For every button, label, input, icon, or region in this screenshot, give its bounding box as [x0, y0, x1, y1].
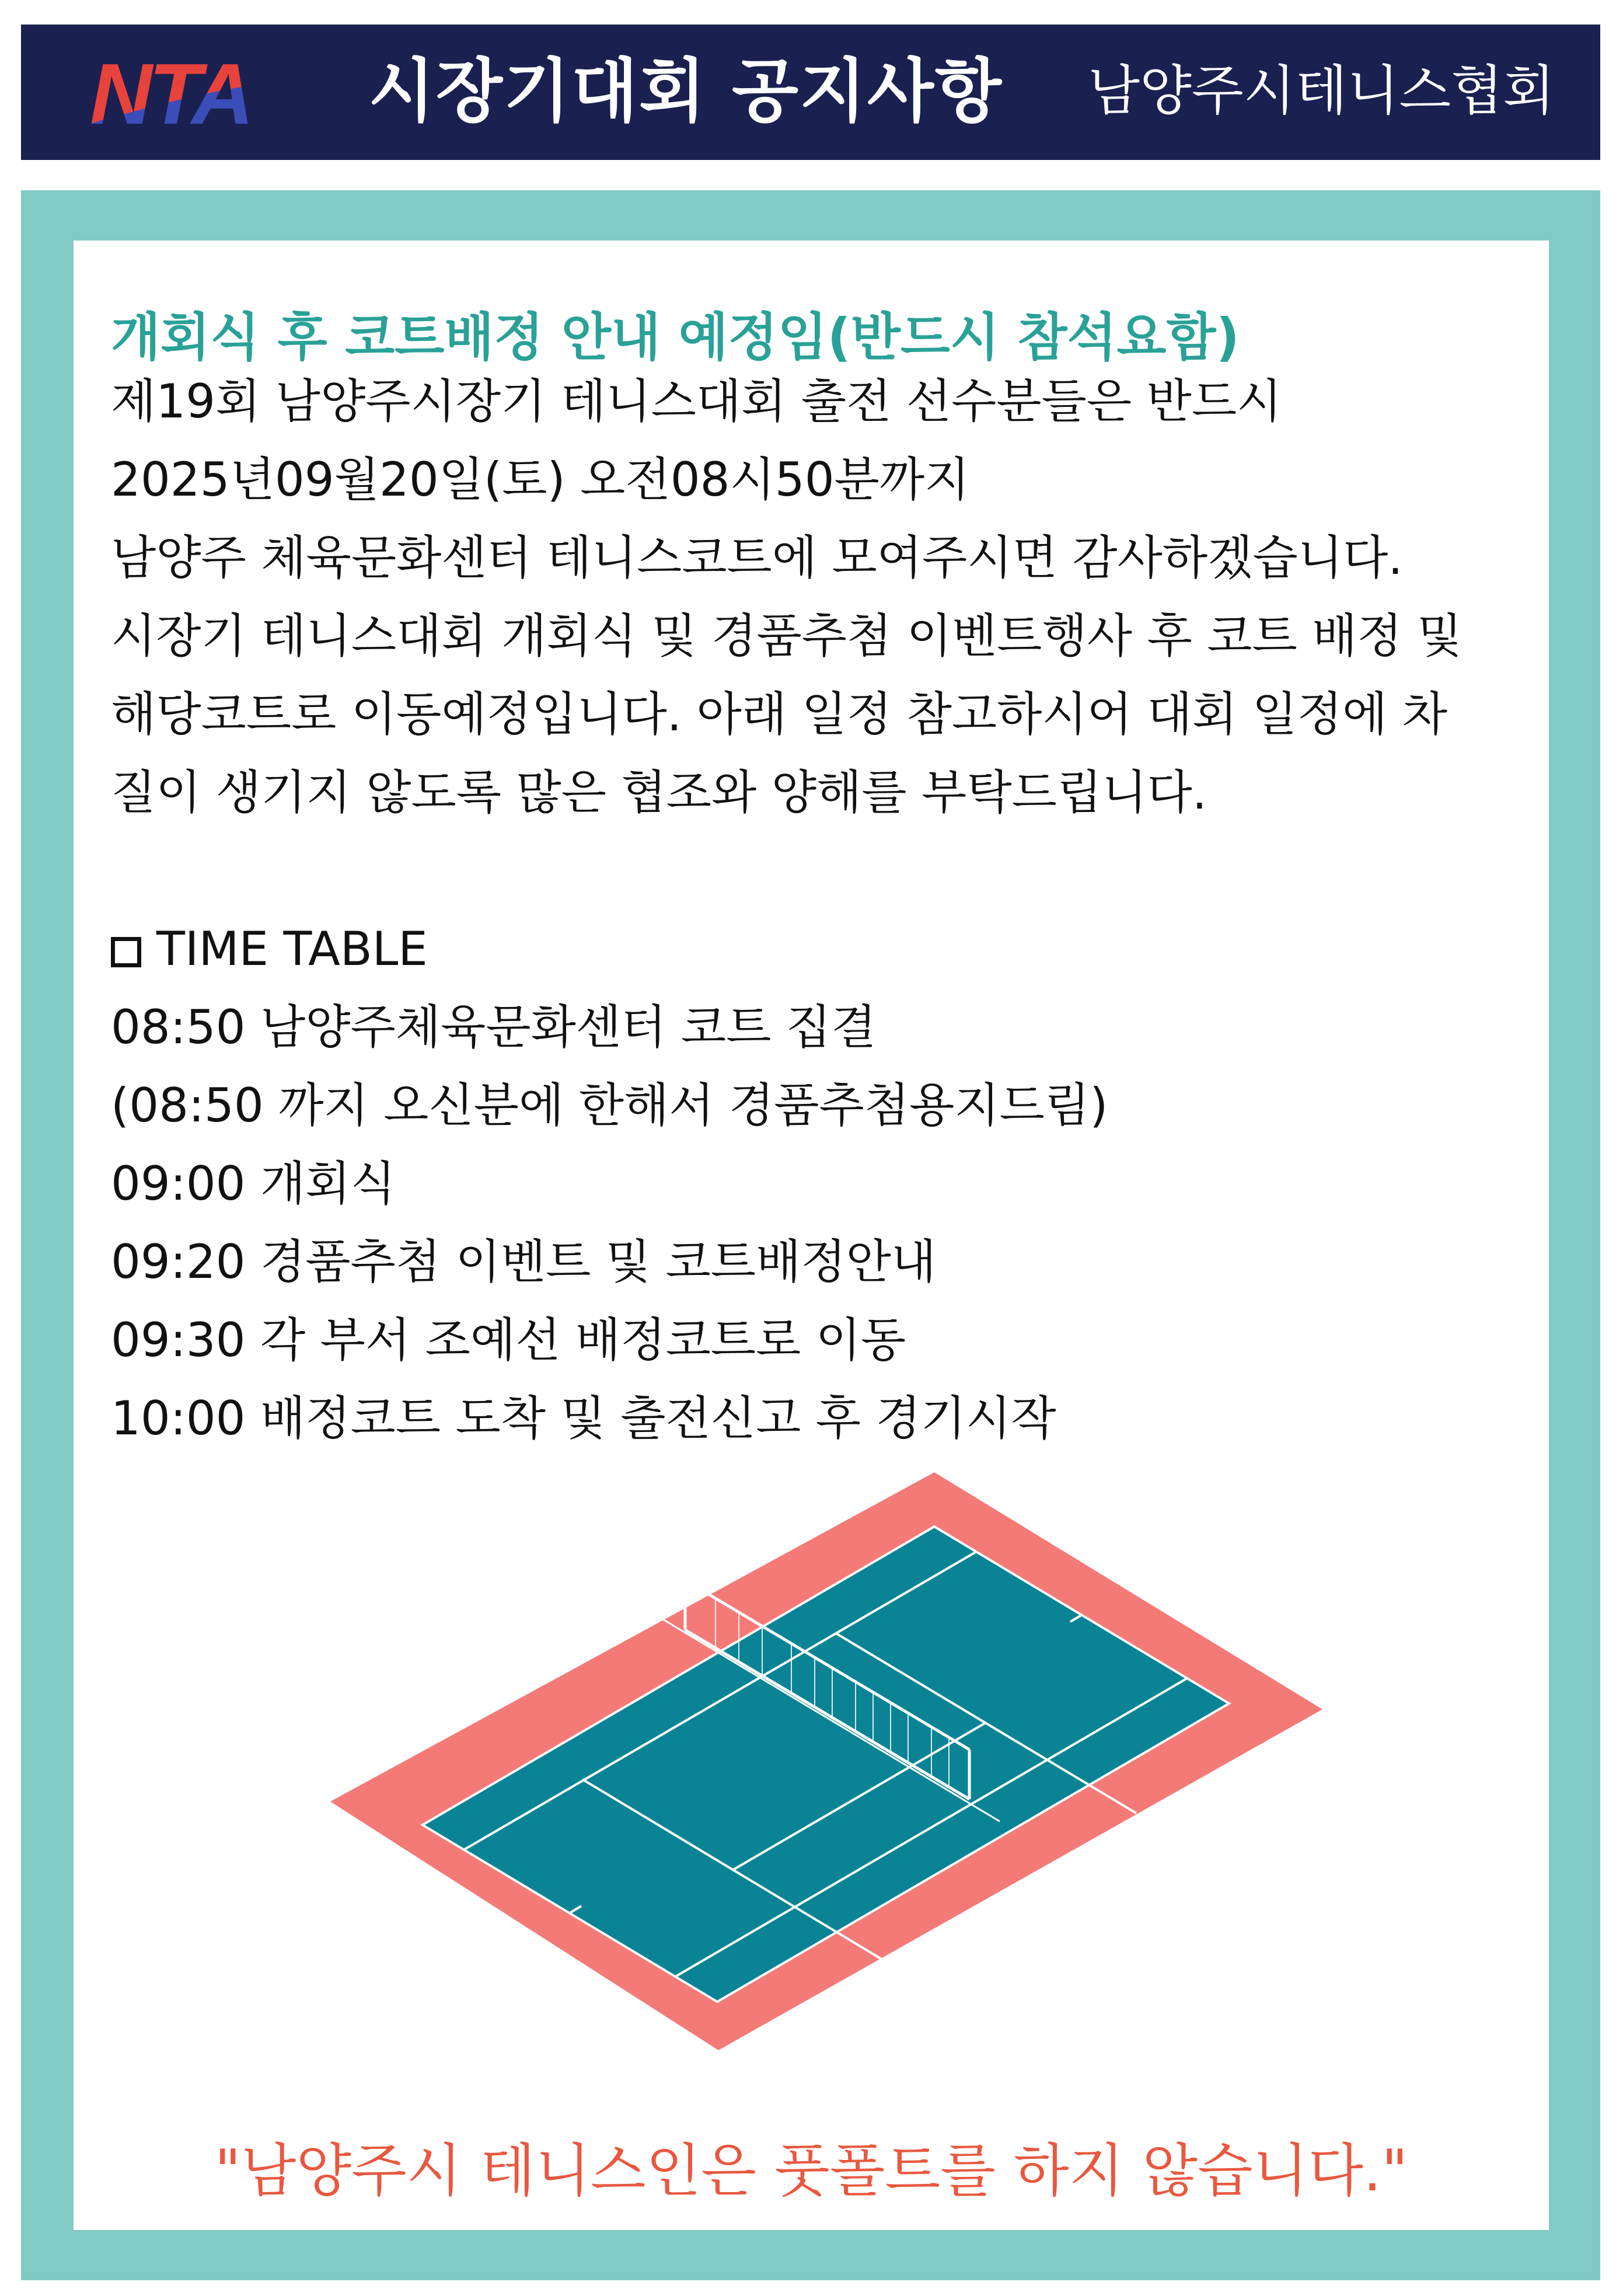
- page-title: 시장기대회 공지사항: [368, 51, 1003, 131]
- header-bar: [21, 25, 1600, 160]
- organization-name: 남양주시테니스협회: [1088, 60, 1555, 122]
- notice-line: 질이 생기지 않도록 많은 협조와 양해를 부탁드립니다.: [111, 765, 1207, 820]
- timetable-item: 09:20 경품추첨 이벤트 및 코트배정안내: [111, 1235, 937, 1289]
- notice-frame: [21, 190, 1600, 2280]
- notice-panel: [74, 241, 1549, 2230]
- timetable-item: 09:30 각 부서 조예선 배정코트로 이동: [111, 1313, 906, 1367]
- timetable-item: 10:00 배정코트 도착 및 출전신고 후 경기시작: [111, 1391, 1056, 1445]
- timetable-item: 08:50 남양주체육문화센터 코트 집결: [111, 1000, 877, 1054]
- notice-line: 2025년09월20일(토) 오전08시50분까지: [111, 452, 970, 507]
- checkbox-icon: [111, 937, 141, 967]
- timetable-item: 09:00 개회식: [111, 1156, 396, 1211]
- tennis-court-icon: [330, 1472, 1322, 2050]
- notice-line: 남양주 체육문화센터 테니스코트에 모여주시면 감사하겠습니다.: [111, 531, 1403, 585]
- slogan: "남양주시 테니스인은 풋폴트를 하지 않습니다.": [214, 2138, 1408, 2204]
- nta-logo: [85, 53, 354, 133]
- notice-line: 해당코트로 이동예정입니다. 아래 일정 참고하시어 대회 일정에 차: [111, 687, 1447, 741]
- notice-line: 시장기 테니스대회 개회식 및 경품추첨 이벤트행사 후 코트 배정 및: [111, 609, 1463, 663]
- notice-heading: 개회식 후 코트배정 안내 예정임(반드시 참석요함): [111, 307, 1240, 367]
- notice-line: 제19회 남양주시장기 테니스대회 출전 선수분들은 반드시: [111, 374, 1282, 428]
- timetable-title-text: TIME TABLE: [156, 922, 428, 976]
- timetable-title: [111, 920, 428, 978]
- timetable-item: (08:50 까지 오신분에 한해서 경품추첨용지드림): [111, 1078, 1108, 1133]
